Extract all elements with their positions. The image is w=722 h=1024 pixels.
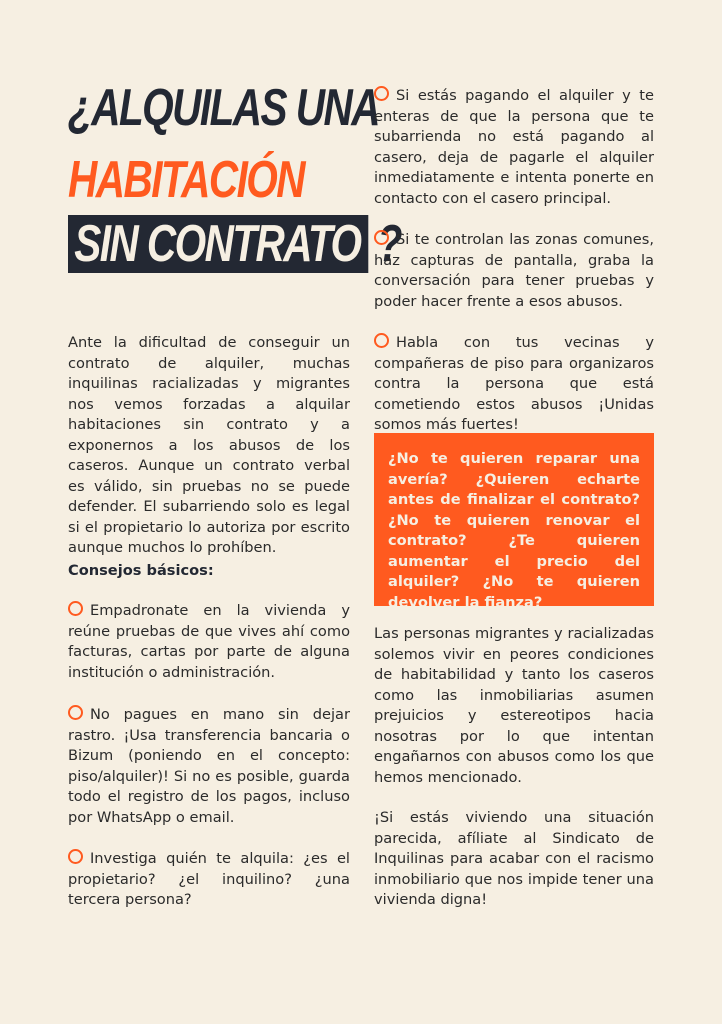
questions-callout — [374, 433, 654, 611]
closing-paragraph: Las personas migrantes y racializadas solemos vivir en peores condiciones de habitabilidad y tanto los caseros como las inmobiliarias asumen prejuicios y estereotipos hacia nosotras por lo que intentan engañarnos con abusos como los que hemos mencionado. — [374, 625, 654, 786]
call-to-action-paragraph: ¡Si estás viviendo una situación parecida, afíliate al Sindicato de Inquilinas para acabar con el racismo inmobiliario que nos impide tener una vivienda digna! — [374, 809, 654, 908]
tip-item — [68, 849, 350, 911]
tip-item — [374, 333, 654, 436]
tip-item — [68, 705, 350, 828]
tip-text: No pagues en mano sin dejar rastro. ¡Usa transferencia bancaria o Bizum (poniendo en el concepto: piso/alquiler)! Si no es posible, guarda todo el registro de los pagos, incluso por WhatsApp o email. — [68, 706, 350, 826]
title-line-3 — [68, 214, 401, 274]
tip-text: Empadronate en la vivienda y reúne pruebas de que vives ahí como facturas, cartas por parte de alguna institución o administración. — [68, 602, 350, 681]
tip-text: Investiga quién te alquila: ¿es el propietario? ¿el inquilino? ¿una tercera persona? — [68, 850, 350, 908]
bullet-circle-icon — [374, 86, 389, 101]
tip-text: Habla con tus vecinas y compañeras de piso para organizaros contra la persona que está cometiendo estos abusos ¡Unidas somos más fuertes! — [374, 334, 654, 433]
bullet-circle-icon — [68, 849, 83, 864]
bullet-circle-icon — [374, 333, 389, 348]
bullet-circle-icon — [374, 230, 389, 245]
title-line-1: ¿ALQUILAS UNA — [68, 79, 379, 137]
title-line-2: HABITACIÓN — [68, 151, 304, 209]
section-heading: Consejos básicos: — [68, 562, 214, 579]
tip-item — [374, 230, 654, 312]
bullet-circle-icon — [68, 705, 83, 720]
title-highlight-box: SIN CONTRATO — [68, 215, 368, 273]
title-question-mark: ? — [377, 215, 401, 273]
tip-text: Si estás pagando el alquiler y te enteras de que la persona que te subarrienda no está pagando al casero, deja de pagarle el alquiler inmediatamente e intenta ponerte en contacto con el casero principal. — [374, 87, 654, 207]
intro-paragraph: Ante la dificultad de conseguir un contrato de alquiler, muchas inquilinas racializadas y migrantes nos vemos forzadas a alquilar habitaciones sin contrato y a exponernos a los abusos de los caseros. Aunque un contrato verbal es válido, sin pruebas no se puede defender. El subarriendo solo es legal si el propietario lo autoriza por escrito aunque muchos lo prohíben. — [68, 334, 350, 556]
bullet-circle-icon — [68, 601, 83, 616]
tip-item — [374, 86, 654, 209]
tip-text: Si te controlan las zonas comunes, haz capturas de pantalla, graba la conversación para tener pruebas y poder hacer frente a esos abusos. — [374, 231, 654, 310]
tip-item — [68, 601, 350, 683]
callout-text: ¿No te quieren reparar una avería? ¿Quieren echarte antes de finalizar el contrato? ¿No te quieren renovar el contrato? ¿Te quieren aumentar el precio del alquiler? ¿No te quieren devolver la fianza? — [388, 450, 640, 611]
